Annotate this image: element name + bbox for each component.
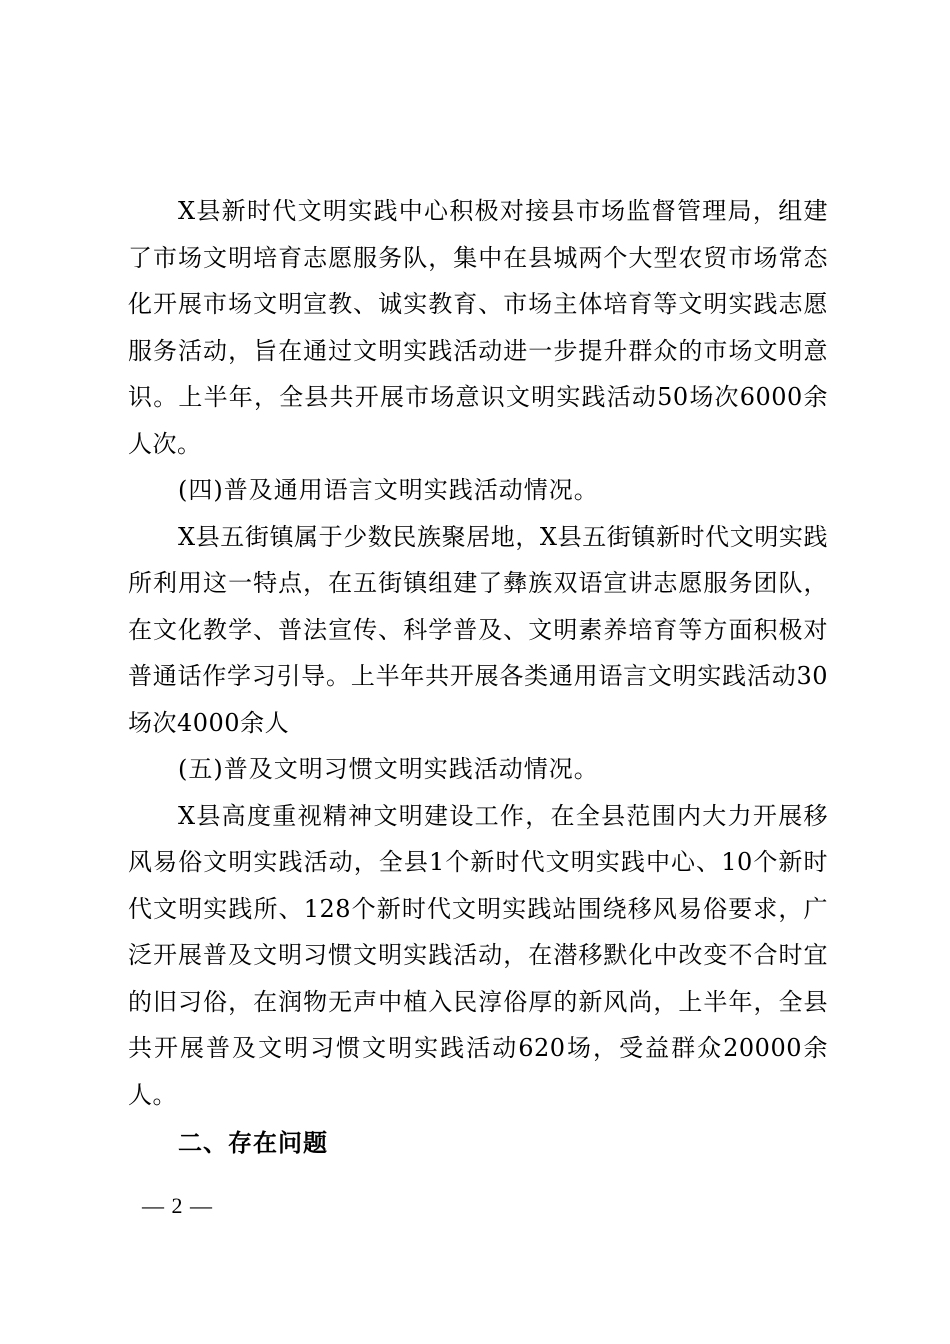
paragraph-common-language: X县五街镇属于少数民族聚居地，X县五街镇新时代文明实践所利用这一特点，在五街镇组建了彝族双语宣讲志愿服务团队，在文化教学、普法宣传、科学普及、文明素养培育等方面积极对普通话作学习引导。上半年共开展各类通用语言文明实践活动30场次4000余人: [128, 522, 828, 737]
subheading-common-language: (四)普及通用语言文明实践活动情况。: [178, 476, 599, 504]
document-body: [128, 188, 828, 1167]
paragraph-civilized-habits: X县高度重视精神文明建设工作，在全县范围内大力开展移风易俗文明实践活动，全县1个新时代文明实践中心、10个新时代文明实践所、128个新时代文明实践站围绕移风易俗要求，广泛开展普及文明习惯文明实践活动，在潜移默化中改变不合时宜的旧习俗，在润物无声中植入民淳俗厚的新风尚，上半年，全县共开展普及文明习惯文明实践活动620场，受益群众20000余人。: [128, 801, 828, 1109]
subheading-civilized-habits: (五)普及文明习惯文明实践活动情况。: [178, 755, 599, 783]
paragraph-market-civility: X县新时代文明实践中心积极对接县市场监督管理局，组建了市场文明培育志愿服务队，集中在县城两个大型农贸市场常态化开展市场文明宣教、诚实教育、市场主体培育等文明实践志愿服务活动，旨在通过文明实践活动进一步提升群众的市场文明意识。上半年，全县共开展市场意识文明实践活动50场次6000余人次。: [128, 197, 828, 458]
section-heading-existing-problems: 二、存在问题: [178, 1129, 328, 1157]
page-number: — 2 —: [142, 1193, 213, 1218]
